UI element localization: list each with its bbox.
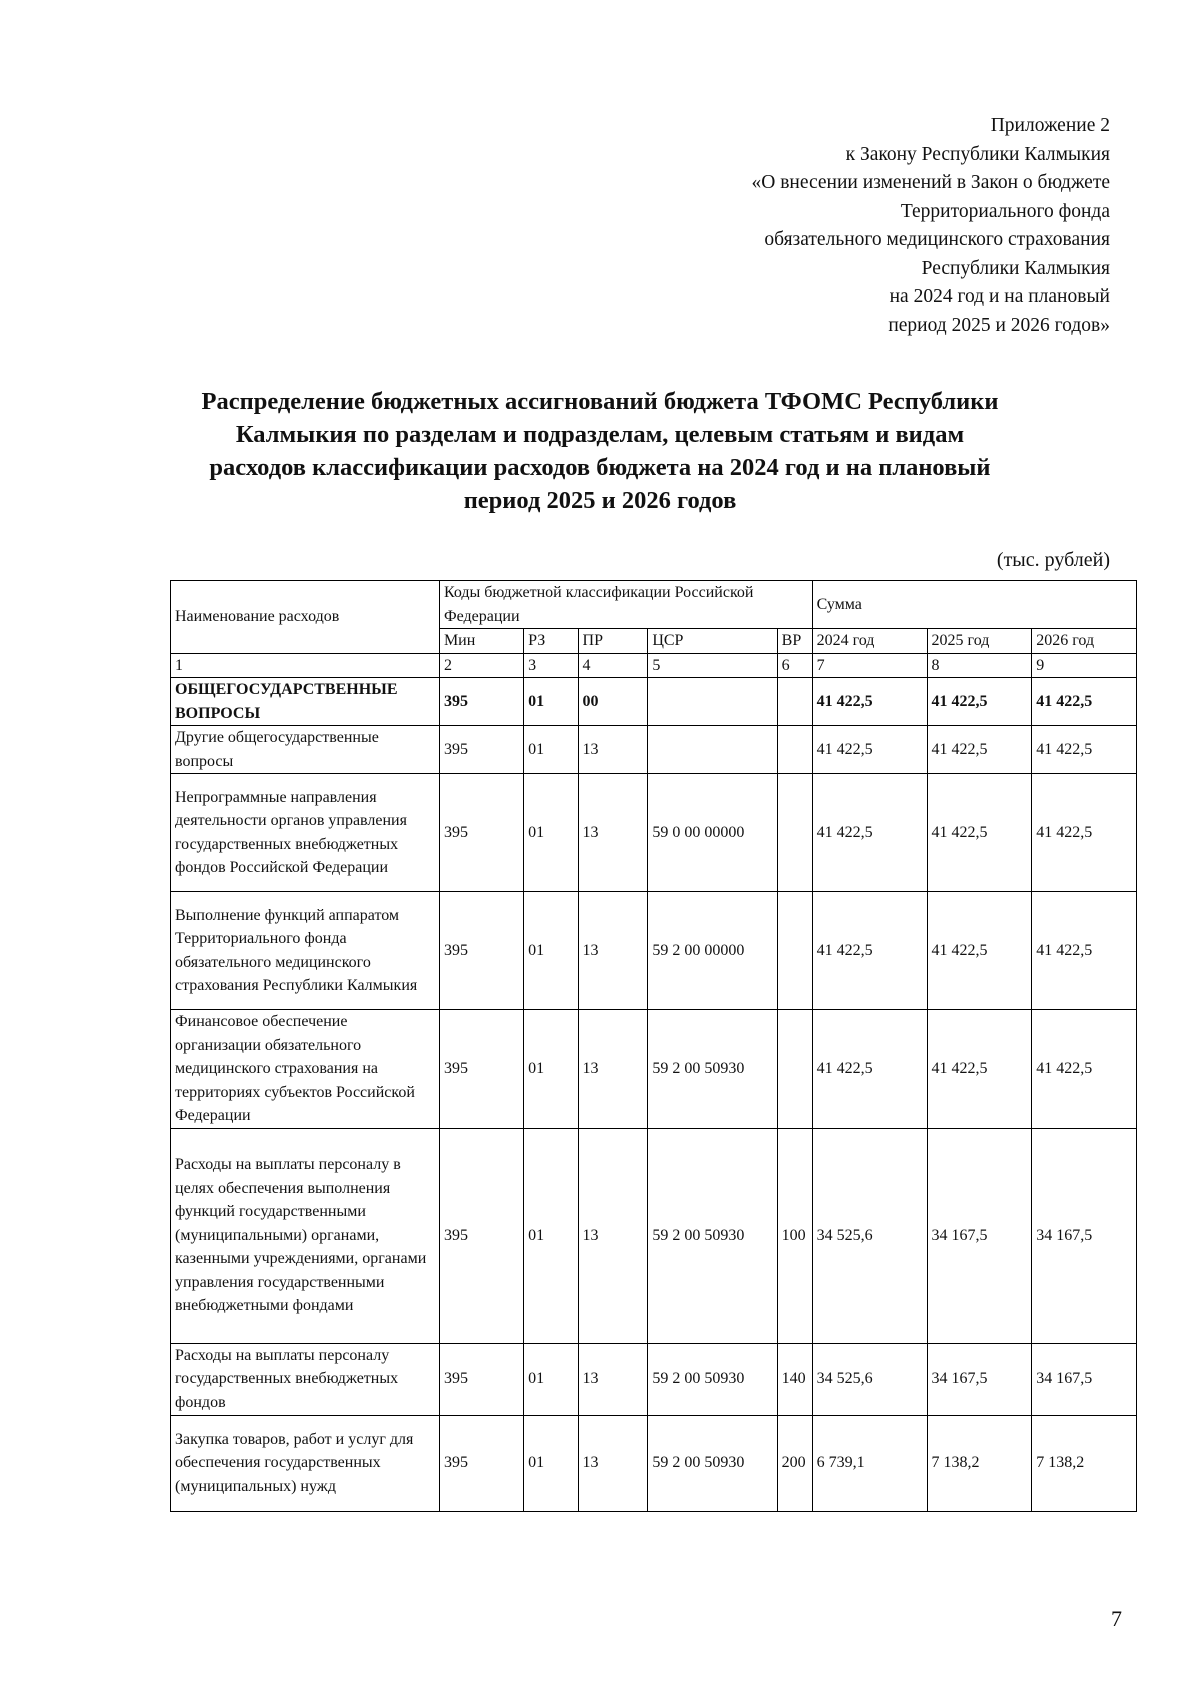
col-number: 2	[439, 653, 523, 678]
row-2024: 41 422,5	[812, 678, 927, 726]
row-csr: 59 2 00 00000	[648, 892, 777, 1010]
col-number: 5	[648, 653, 777, 678]
row-2024: 34 525,6	[812, 1343, 927, 1415]
row-min: 395	[439, 1010, 523, 1129]
row-2024: 6 739,1	[812, 1415, 927, 1511]
row-min: 395	[439, 774, 523, 892]
appendix-line: Республики Калмыкия	[921, 257, 1110, 279]
row-min: 395	[439, 1128, 523, 1343]
row-pr: 00	[578, 678, 648, 726]
header-row	[171, 581, 1137, 629]
table-row	[171, 774, 1137, 892]
col-number: 6	[777, 653, 812, 678]
header-2024: 2024 год	[812, 629, 927, 654]
header-name: Наименование расходов	[171, 581, 440, 654]
row-min: 395	[439, 892, 523, 1010]
row-2025: 41 422,5	[927, 774, 1032, 892]
row-min: 395	[439, 1343, 523, 1415]
row-2026: 34 167,5	[1032, 1343, 1137, 1415]
row-csr	[648, 678, 777, 726]
appendix-block	[650, 112, 1110, 340]
row-2026: 41 422,5	[1032, 892, 1137, 1010]
appendix-line: Территориального фонда	[900, 200, 1110, 222]
appendix-line: Приложение 2	[990, 115, 1110, 136]
row-name: Другие общегосударственные вопросы	[171, 726, 440, 774]
row-csr: 59 2 00 50930	[648, 1128, 777, 1343]
table-row	[171, 726, 1137, 774]
header-2026: 2026 год	[1032, 629, 1137, 654]
row-2026: 41 422,5	[1032, 774, 1137, 892]
row-rz: 01	[524, 892, 578, 1010]
title-line: расходов классификации расходов бюджета на 2024 год и на плановый	[209, 454, 991, 481]
row-rz: 01	[524, 1343, 578, 1415]
header-2025: 2025 год	[927, 629, 1032, 654]
title-line: Распределение бюджетных ассигнований бюджета ТФОМС Республики	[201, 388, 999, 415]
row-rz: 01	[524, 1010, 578, 1129]
row-vr: 200	[777, 1415, 812, 1511]
table-row	[171, 1010, 1137, 1129]
document-title	[120, 385, 1080, 517]
row-rz: 01	[524, 726, 578, 774]
col-number: 9	[1032, 653, 1137, 678]
table-row	[171, 1128, 1137, 1343]
row-vr: 140	[777, 1343, 812, 1415]
row-name: Закупка товаров, работ и услуг для обеспечения государственных (муниципальных) нужд	[171, 1415, 440, 1511]
column-number-row	[171, 653, 1137, 678]
row-2026: 41 422,5	[1032, 1010, 1137, 1129]
row-2025: 41 422,5	[927, 892, 1032, 1010]
header-csr: ЦСР	[648, 629, 777, 654]
table-row	[171, 678, 1137, 726]
appendix-line: обязательного медицинского страхования	[764, 229, 1110, 250]
row-rz: 01	[524, 678, 578, 726]
row-vr	[777, 774, 812, 892]
title-line: период 2025 и 2026 годов	[463, 487, 737, 514]
row-min: 395	[439, 678, 523, 726]
row-2025: 41 422,5	[927, 726, 1032, 774]
appendix-line: на 2024 год и на плановый	[889, 286, 1110, 307]
row-vr	[777, 892, 812, 1010]
title-line: Калмыкия по разделам и подразделам, целевым статьям и видам	[235, 421, 965, 448]
row-rz: 01	[524, 774, 578, 892]
row-vr	[777, 726, 812, 774]
row-csr: 59 2 00 50930	[648, 1343, 777, 1415]
col-number: 4	[578, 653, 648, 678]
row-pr: 13	[578, 1010, 648, 1129]
col-number: 3	[524, 653, 578, 678]
row-csr: 59 2 00 50930	[648, 1415, 777, 1511]
row-2024: 41 422,5	[812, 774, 927, 892]
row-2025: 34 167,5	[927, 1343, 1032, 1415]
row-rz: 01	[524, 1128, 578, 1343]
row-2024: 41 422,5	[812, 892, 927, 1010]
col-number: 1	[171, 653, 440, 678]
header-sum: Сумма	[812, 581, 1136, 629]
budget-table	[170, 580, 1137, 1512]
row-2025: 7 138,2	[927, 1415, 1032, 1511]
table-row	[171, 1343, 1137, 1415]
row-2024: 41 422,5	[812, 726, 927, 774]
col-number: 7	[812, 653, 927, 678]
header-rz: РЗ	[524, 629, 578, 654]
row-name: Расходы на выплаты персоналу государственных внебюджетных фондов	[171, 1343, 440, 1415]
row-pr: 13	[578, 774, 648, 892]
appendix-line: к Закону Республики Калмыкия	[845, 143, 1110, 165]
header-min: Мин	[439, 629, 523, 654]
row-2026: 7 138,2	[1032, 1415, 1137, 1511]
row-csr	[648, 726, 777, 774]
row-2025: 34 167,5	[927, 1128, 1032, 1343]
row-2026: 41 422,5	[1032, 678, 1137, 726]
row-pr: 13	[578, 892, 648, 1010]
row-2025: 41 422,5	[927, 678, 1032, 726]
appendix-line: «О внесении изменений в Закон о бюджете	[751, 172, 1110, 193]
row-2024: 41 422,5	[812, 1010, 927, 1129]
header-pr: ПР	[578, 629, 648, 654]
row-vr: 100	[777, 1128, 812, 1343]
row-csr: 59 2 00 50930	[648, 1010, 777, 1129]
table-row	[171, 892, 1137, 1010]
row-name: Непрограммные направления деятельности органов управления государственных внебюджетных фондов Российской Федерации	[171, 774, 440, 892]
row-pr: 13	[578, 726, 648, 774]
row-2024: 34 525,6	[812, 1128, 927, 1343]
row-2026: 41 422,5	[1032, 726, 1137, 774]
col-number: 8	[927, 653, 1032, 678]
page-number: 7	[1111, 1606, 1122, 1631]
row-pr: 13	[578, 1343, 648, 1415]
row-vr	[777, 678, 812, 726]
row-2026: 34 167,5	[1032, 1128, 1137, 1343]
row-csr: 59 0 00 00000	[648, 774, 777, 892]
row-vr	[777, 1010, 812, 1129]
row-pr: 13	[578, 1415, 648, 1511]
row-rz: 01	[524, 1415, 578, 1511]
row-name: ОБЩЕГОСУДАРСТВЕННЫЕ ВОПРОСЫ	[171, 678, 440, 726]
row-pr: 13	[578, 1128, 648, 1343]
table-row	[171, 1415, 1137, 1511]
header-vr: ВР	[777, 629, 812, 654]
row-name: Выполнение функций аппаратом Территориального фонда обязательного медицинского страхования Республики Калмыкия	[171, 892, 440, 1010]
row-min: 395	[439, 726, 523, 774]
row-name: Расходы на выплаты персоналу в целях обеспечения выполнения функций государственными (муниципальными) органами, казенными учреждениями, органами управления государственными внебюджетными фондами	[171, 1128, 440, 1343]
header-codes: Коды бюджетной классификации Российской Федерации	[439, 581, 812, 629]
row-min: 395	[439, 1415, 523, 1511]
appendix-line: период 2025 и 2026 годов»	[888, 314, 1110, 336]
row-name: Финансовое обеспечение организации обязательного медицинского страхования на территориях субъектов Российской Федерации	[171, 1010, 440, 1129]
units-label: (тыс. рублей)	[996, 549, 1110, 571]
row-2025: 41 422,5	[927, 1010, 1032, 1129]
